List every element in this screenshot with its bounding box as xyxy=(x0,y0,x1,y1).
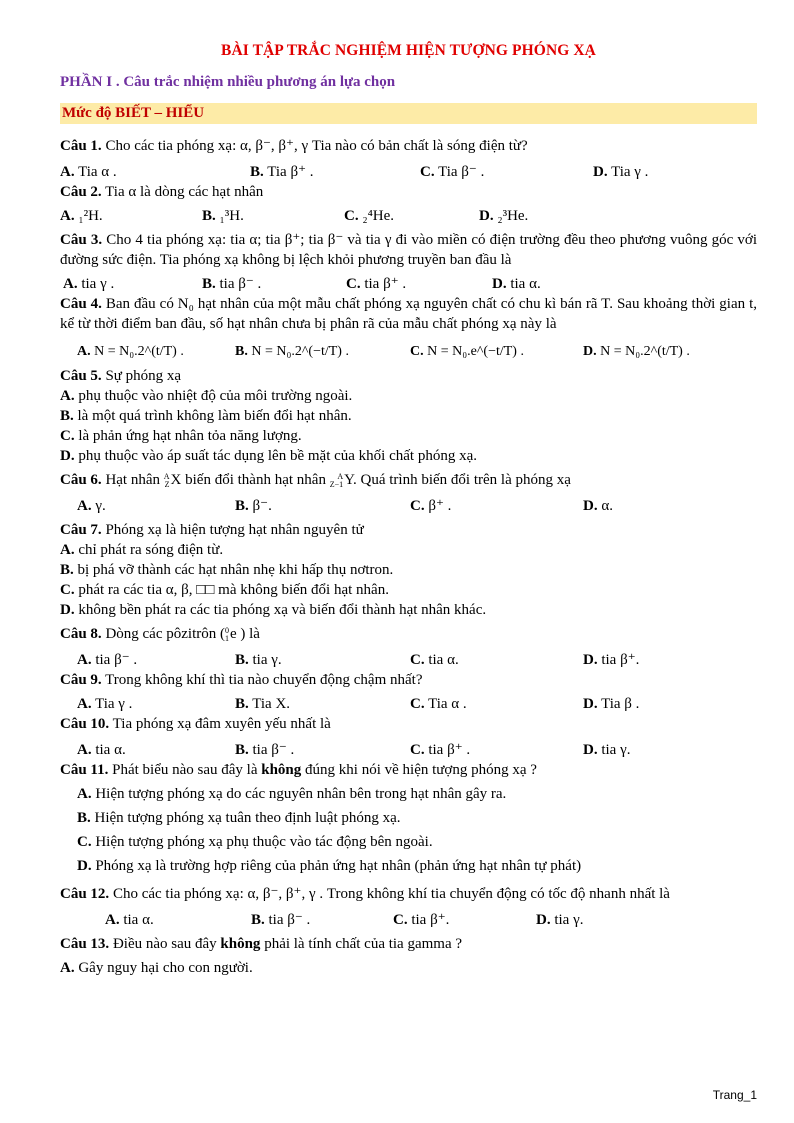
question-9: Câu 9. Trong không khí thì tia nào chuyển động chậm nhất? xyxy=(60,672,423,688)
option-d[interactable]: D. Tia γ . xyxy=(593,164,649,180)
option-b[interactable]: B. Tia β⁺ . xyxy=(250,164,314,180)
question-12: Câu 12. Cho các tia phóng xạ: α, β⁻, β⁺, γ . Trong không khí tia chuyển động có tốc độ nhanh nhất là xyxy=(60,886,670,902)
question-4: Câu 4. Ban đầu có N₀ hạt nhân của một mẫu chất phóng xạ nguyên chất có chu kì bán rã T. Sau khoảng thời gian t, kể từ thời điểm ban đầu, số hạt nhân chưa bị phân rã của mẫu chất phóng xạ này là xyxy=(60,296,757,332)
document-page xyxy=(60,42,757,978)
option-b[interactable]: B. N = N₀.2^(−t/T) . xyxy=(235,344,349,359)
question-12-options xyxy=(60,910,757,930)
option-a[interactable]: A. tia γ . xyxy=(63,276,115,292)
question-3: Câu 3. Cho 4 tia phóng xạ: tia α; tia β⁺; tia β⁻ và tia γ đi vào miền có điện trường đều theo phương vuông góc với đường sức điện. Tia phóng xạ không bị lệch khỏi phương truyền ban đầu là xyxy=(60,232,758,268)
option-b[interactable]: B. β⁻. xyxy=(235,498,272,514)
question-5: Câu 5. Sự phóng xạ xyxy=(60,368,182,384)
option-a[interactable]: A. tia α. xyxy=(105,912,154,928)
option-d[interactable]: D. tia β⁺. xyxy=(583,652,640,668)
nuclide-notation: A Z−1 xyxy=(329,471,344,489)
option-b[interactable]: B. tia β⁻ . xyxy=(251,912,311,928)
option-d[interactable]: D. N = N₀.2^(t/T) . xyxy=(583,344,690,359)
question-1-options xyxy=(60,162,757,182)
option-a[interactable]: A. Gây nguy hại cho con người. xyxy=(60,960,253,976)
question-10-options xyxy=(60,740,757,760)
option-b[interactable]: B. bị phá vỡ thành các hạt nhân nhẹ khi hấp thụ nơtron. xyxy=(60,562,394,578)
option-a[interactable]: A. Tia γ . xyxy=(77,696,133,712)
question-2: Câu 2. Tia α là dòng các hạt nhân xyxy=(60,184,264,200)
option-d[interactable]: D. không bền phát ra các tia phóng xạ và biến đổi thành hạt nhân khác. xyxy=(60,602,487,618)
option-b[interactable]: B. tia β⁻ . xyxy=(235,742,295,758)
option-b[interactable]: B. Tia X. xyxy=(235,696,291,712)
option-a[interactable]: A. N = N₀.2^(t/T) . xyxy=(77,344,184,359)
option-b[interactable]: B. Hiện tượng phóng xạ tuân theo định luật phóng xạ. xyxy=(77,810,401,826)
option-d[interactable]: D. Phóng xạ là trường hợp riêng của phản ứng hạt nhân (phản ứng hạt nhân tự phát) xyxy=(77,858,582,874)
option-b[interactable]: B. là một quá trình không làm biến đổi hạt nhân. xyxy=(60,408,352,424)
option-b[interactable]: B. ₁³H. xyxy=(202,208,244,224)
option-d[interactable]: D. phụ thuộc vào áp suất tác dụng lên bề mặt của khối chất phóng xạ. xyxy=(60,448,477,464)
question-13: Câu 13. Điều nào sau đây không phải là tính chất của tia gamma ? xyxy=(60,936,463,952)
option-c[interactable]: C. β⁺ . xyxy=(410,498,452,514)
option-b[interactable]: B. tia γ. xyxy=(235,652,282,668)
question-2-options xyxy=(60,206,757,226)
nuclide-notation: A Z xyxy=(163,471,170,489)
question-7: Câu 7. Phóng xạ là hiện tượng hạt nhân nguyên tử xyxy=(60,522,364,538)
question-3-options xyxy=(60,274,757,294)
question-1: Câu 1. Cho các tia phóng xạ: α, β⁻, β⁺, γ Tia nào có bản chất là sóng điện từ? xyxy=(60,138,528,154)
option-c[interactable]: C. N = N₀.e^(−t/T) . xyxy=(410,344,524,359)
option-d[interactable]: D. ₂³He. xyxy=(479,208,529,224)
option-a[interactable]: A. chỉ phát ra sóng điện từ. xyxy=(60,542,224,558)
option-a[interactable]: A. phụ thuộc vào nhiệt độ của môi trường ngoài. xyxy=(60,388,353,404)
option-c[interactable]: C. Tia β⁻ . xyxy=(420,164,485,180)
option-a[interactable]: A. tia α. xyxy=(77,742,126,758)
question-6-options xyxy=(60,496,757,516)
option-a[interactable]: A. γ. xyxy=(77,498,106,514)
option-d[interactable]: D. tia γ. xyxy=(583,742,631,758)
page-number: Trang_1 xyxy=(712,1088,757,1102)
option-c[interactable]: C. Hiện tượng phóng xạ phụ thuộc vào tác động bên ngoài. xyxy=(77,834,433,850)
question-8-options xyxy=(60,650,757,670)
question-6: Câu 6. Hạt nhân A ZX biến đổi thành hạt nhân A Z−1Y. Quá trình biến đổi trên là phóng xạ xyxy=(60,471,571,489)
option-c[interactable]: C. phát ra các tia α, β, □□ mà không biến đổi hạt nhân. xyxy=(60,582,389,598)
option-a[interactable]: A. Hiện tượng phóng xạ do các nguyên nhân bên trong hạt nhân gây ra. xyxy=(77,786,507,802)
level-banner: Mức độ BIẾT – HIỂU xyxy=(60,103,757,124)
option-c[interactable]: C. tia β⁺ . xyxy=(410,742,471,758)
option-a[interactable]: A. tia β⁻ . xyxy=(77,652,138,668)
option-d[interactable]: D. tia γ. xyxy=(536,912,584,928)
option-c[interactable]: C. Tia α . xyxy=(410,696,467,712)
option-b[interactable]: B. tia β⁻ . xyxy=(202,276,262,292)
option-d[interactable]: D. tia α. xyxy=(492,276,541,292)
section-heading: PHẦN I . Câu trắc nhiệm nhiều phương án lựa chọn xyxy=(60,74,396,90)
question-8: Câu 8. Dòng các pôzitrôn (0 1e ) là xyxy=(60,625,260,643)
option-c[interactable]: C. tia β⁺. xyxy=(393,912,450,928)
option-c[interactable]: C. tia β⁺ . xyxy=(346,276,407,292)
option-a[interactable]: A. Tia α . xyxy=(60,164,117,180)
question-11: Câu 11. Phát biểu nào sau đây là không đúng khi nói về hiện tượng phóng xạ ? xyxy=(60,762,537,778)
question-4-options xyxy=(60,342,757,362)
option-c[interactable]: C. tia α. xyxy=(410,652,459,668)
option-c[interactable]: C. là phản ứng hạt nhân tỏa năng lượng. xyxy=(60,428,302,444)
option-a[interactable]: A. ₁²H. xyxy=(60,208,103,224)
question-10: Câu 10. Tia phóng xạ đâm xuyên yếu nhất là xyxy=(60,716,331,732)
option-d[interactable]: D. α. xyxy=(583,498,613,514)
option-d[interactable]: D. Tia β . xyxy=(583,696,640,712)
question-9-options xyxy=(60,694,757,714)
document-title: BÀI TẬP TRẮC NGHIỆM HIỆN TƯỢNG PHÓNG XẠ xyxy=(221,42,596,59)
nuclide-notation: 0 1 xyxy=(224,625,229,643)
option-c[interactable]: C. ₂⁴He. xyxy=(344,208,395,224)
